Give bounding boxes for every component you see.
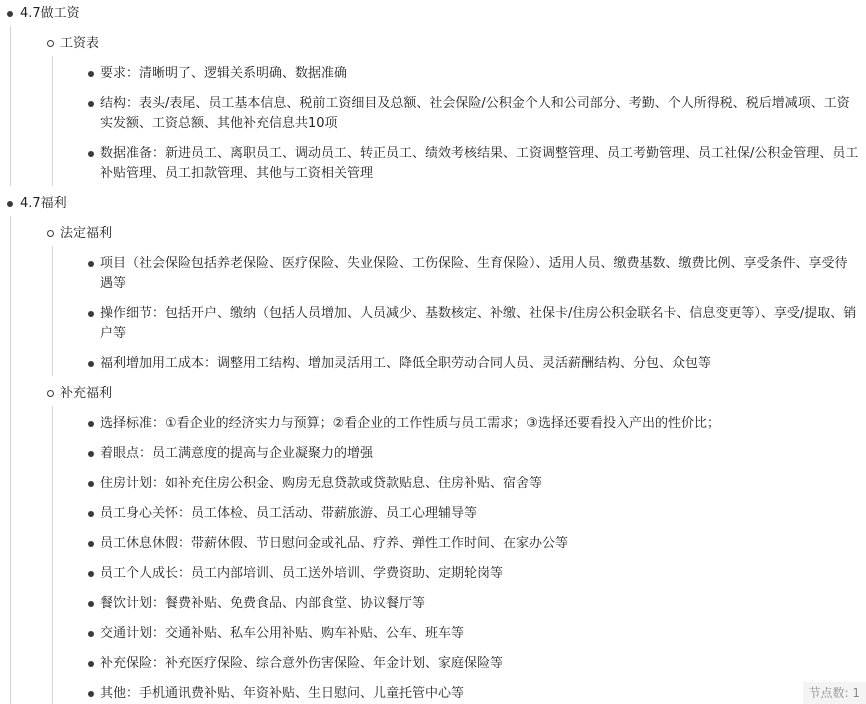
indent-guide (10, 26, 11, 186)
outline-node-level3[interactable]: 员工休息休假：带薪休假、节日慰问金或礼品、疗养、弹性工作时间、在家办公等 (100, 536, 569, 551)
outline-node-level1[interactable]: 4.7做工资 (20, 6, 80, 21)
indent-guide (52, 406, 53, 704)
outline-node-level3[interactable]: 福利增加用工成本：调整用工结构、增加灵活用工、降低全职劳动合同人员、灵活薪酬结构、分包、众包等 (100, 356, 712, 371)
outline-node-level3[interactable]: 着眼点：员工满意度的提高与企业凝聚力的增强 (100, 446, 374, 461)
outline-node-level3[interactable]: 补充保险：补充医疗保险、综合意外伤害保险、年金计划、家庭保险等 (100, 656, 504, 671)
bullet-icon[interactable] (88, 661, 94, 667)
bullet-ring-icon[interactable] (47, 230, 54, 237)
indent-guide (52, 56, 53, 186)
bullet-icon[interactable] (88, 541, 94, 547)
outline-node-level3[interactable]: 员工个人成长：员工内部培训、员工送外培训、学费资助、定期轮岗等 (100, 566, 504, 581)
outline-node-level3[interactable]: 住房计划：如补充住房公积金、购房无息贷款或贷款贴息、住房补贴、宿舍等 (100, 476, 543, 491)
bullet-icon[interactable] (88, 151, 94, 157)
bullet-icon[interactable] (88, 571, 94, 577)
bullet-icon[interactable] (88, 691, 94, 697)
bullet-icon[interactable] (88, 511, 94, 517)
indent-guide (10, 216, 11, 704)
bullet-icon[interactable] (88, 361, 94, 367)
outline-node-level2[interactable]: 补充福利 (60, 386, 113, 401)
bullet-icon[interactable] (88, 261, 94, 267)
outline-node-level3[interactable]: 其他：手机通讯费补贴、年资补贴、生日慰问、儿童托管中心等 (100, 686, 465, 701)
outline-node-level3[interactable]: 操作细节：包括开户、缴纳（包括人员增加、人员减少、基数核定、补缴、社保卡/住房公积金联名卡、信息变更等）、享受/提取、销户等 (100, 306, 857, 341)
bullet-icon[interactable] (7, 201, 13, 207)
bullet-ring-icon[interactable] (47, 40, 54, 47)
outline-node-level2[interactable]: 工资表 (60, 36, 100, 51)
outline-node-level3[interactable]: 交通计划：交通补贴、私车公用补贴、购车补贴、公车、班车等 (100, 626, 465, 641)
outline-node-level3[interactable]: 结构：表头/表尾、员工基本信息、税前工资细目及总额、社会保险/公积金个人和公司部分、考勤、个人所得税、税后增减项、工资实发额、工资总额、其他补充信息共10项 (100, 96, 850, 131)
bullet-icon[interactable] (7, 11, 13, 17)
bullet-icon[interactable] (88, 631, 94, 637)
bullet-icon[interactable] (88, 601, 94, 607)
indent-guide (52, 246, 53, 376)
node-count-status: 节点数: 1 (803, 682, 866, 704)
outline-node-level3[interactable]: 餐饮计划：餐费补贴、免费食品、内部食堂、协议餐厅等 (100, 596, 426, 611)
outline-node-level1[interactable]: 4.7福利 (20, 196, 67, 211)
outline-node-level3[interactable]: 数据准备：新进员工、离职员工、调动员工、转正员工、绩效考核结果、工资调整管理、员工考勤管理、员工社保/公积金管理、员工补贴管理、员工扣款管理、其他与工资相关管理 (100, 146, 859, 181)
outline-node-level3[interactable]: 项目（社会保险包括养老保险、医疗保险、失业保险、工伤保险、生育保险）、适用人员、缴费基数、缴费比例、享受条件、享受待遇等 (100, 256, 848, 291)
outline-node-level3[interactable]: 要求：清晰明了、逻辑关系明确、数据准确 (100, 66, 348, 81)
outline-node-level2[interactable]: 法定福利 (60, 226, 113, 241)
bullet-icon[interactable] (88, 451, 94, 457)
outline-node-level3[interactable]: 员工身心关怀：员工体检、员工活动、带薪旅游、员工心理辅导等 (100, 506, 478, 521)
bullet-icon[interactable] (88, 101, 94, 107)
bullet-icon[interactable] (88, 481, 94, 487)
bullet-icon[interactable] (88, 71, 94, 77)
bullet-icon[interactable] (88, 311, 94, 317)
bullet-icon[interactable] (88, 421, 94, 427)
bullet-ring-icon[interactable] (47, 390, 54, 397)
outline-node-level3[interactable]: 选择标准：①看企业的经济实力与预算；②看企业的工作性质与员工需求；③选择还要看投入产出的性价比； (100, 416, 720, 431)
